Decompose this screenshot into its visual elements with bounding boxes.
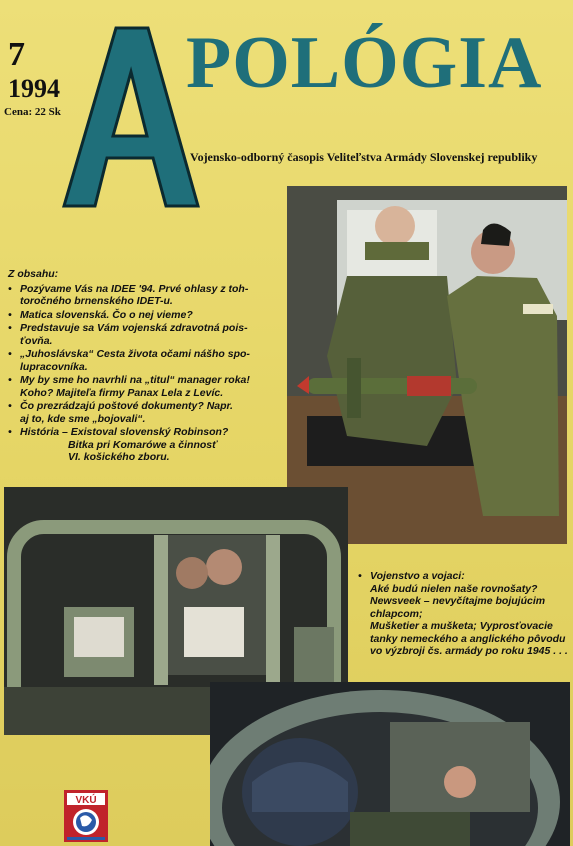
inside-line: Aké budú nielen naše rovnošaty?: [370, 582, 538, 595]
contents-item-line: • História – Existoval slovenský Robinson?: [20, 426, 229, 438]
magazine-subtitle: Vojensko-odborný časopis Veliteľstva Armády Slovenskej republiky: [190, 150, 538, 164]
issue-info: [8, 38, 60, 102]
inside-line: vo výzbroji čs. armády po roku 1945 . . .: [370, 645, 568, 657]
contents-item-line: aj to, kde sme „bojovali“.: [20, 412, 146, 425]
vku-logo-icon: [64, 790, 108, 842]
contents-item-line: • „Juhoslávska“ Cesta života očami nášho spo-: [20, 348, 250, 360]
magazine-title: POLÓGIA: [186, 22, 543, 104]
contents-item-line: VI. košického zboru.: [68, 451, 170, 463]
contents-item: [8, 309, 290, 322]
contents-item-line: • Predstavuje sa Vám vojenská zdravotná pois-: [20, 322, 248, 334]
inside-line: chlapcom;: [370, 607, 423, 620]
price-label: Cena: 22 Sk: [4, 106, 61, 118]
contents-item-line: • My by sme ho navrhli na „titul“ manager roka!: [20, 374, 250, 386]
contents-item: [8, 374, 290, 399]
contents-item: [8, 348, 290, 373]
photo-tank-hatch: [210, 682, 570, 846]
contents-item-line: • Čo prezrádzajú poštové dokumenty? Napr.: [20, 400, 233, 412]
inside-line: tanky nemeckého a anglického pôvodu: [370, 632, 566, 645]
inside-line: Mušketier a mušketa; Vyprosťovacie: [370, 620, 553, 632]
contents-item-line: Bitka pri Komarówe a činnosť: [68, 438, 218, 451]
contents-items: [8, 283, 290, 464]
inside-heading: • Vojenstvo a vojaci:: [358, 570, 568, 583]
contents-item-line: Koho? Majiteľa firmy Panax Lela z Levíc.: [20, 386, 224, 399]
contents-heading: Z obsahu:: [8, 268, 59, 280]
contents-item: [8, 322, 290, 347]
publisher-logo: [64, 790, 108, 842]
contents-item-line: • Matica slovenská. Čo o nej vieme?: [20, 308, 193, 321]
inside-highlights: [358, 570, 568, 658]
title-initial-a: [62, 18, 202, 212]
logo-text: VKÚ: [75, 795, 97, 806]
contents-item-line: lupracovníka.: [20, 360, 88, 373]
photo-hatch-illustration: [210, 682, 570, 846]
inside-lines: [358, 583, 568, 658]
contents-item-line: • Pozývame Vás na IDEE '94. Prvé ohlasy z toh-: [20, 282, 249, 295]
contents-item-line: ťovňa.: [20, 334, 53, 347]
contents-list: [8, 268, 290, 465]
contents-item: [8, 400, 290, 425]
contents-item: [8, 426, 290, 464]
contents-item: [8, 283, 290, 308]
issue-number: 7: [8, 36, 25, 73]
inside-line: Newsveek – nevyčítajme bojujúcim: [370, 595, 546, 607]
contents-item-line: toročného brnenského IDET-u.: [20, 295, 173, 307]
issue-year: 1994: [8, 74, 60, 103]
